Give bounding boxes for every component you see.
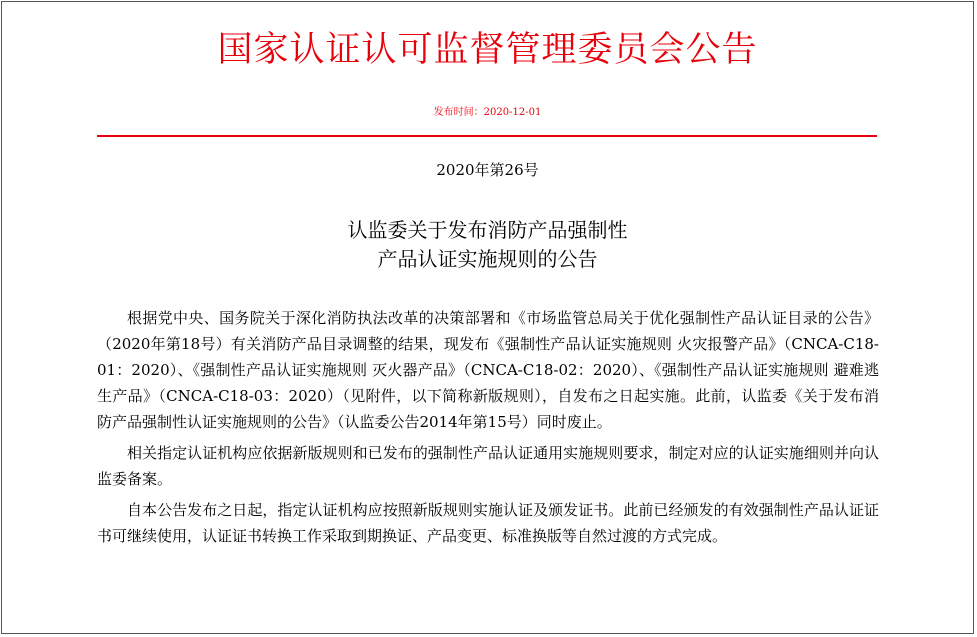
body-paragraph-3: 自本公告发布之日起，指定认证机构应按照新版规则实施认证及颁发证书。此前已经颁发的有效强制性产品认证证书可继续使用，认证证书转换工作采取到期换证、产品变更、标准换版等自然过渡的方式完成。	[97, 501, 879, 545]
document-title-line-1: 认监委关于发布消防产品强制性	[347, 218, 628, 242]
announcement-masthead: 国家认证认可监督管理委员会公告	[217, 30, 758, 70]
publish-date-value: 2020-12-01	[483, 107, 542, 118]
publish-date-label: 发布时间：	[433, 107, 484, 118]
document-title-line-2: 产品认证实施规则的公告	[377, 247, 598, 271]
document-body	[97, 305, 879, 554]
document-number: 2020年第26号	[436, 161, 539, 179]
red-divider	[97, 135, 877, 137]
publish-info	[2, 106, 973, 120]
document-title	[2, 216, 973, 274]
announcement-page	[1, 1, 974, 634]
body-paragraph-2: 相关指定认证机构应依据新版规则和已发布的强制性产品认证通用实施规则要求，制定对应的认证实施细则并向认监委备案。	[97, 444, 879, 488]
body-paragraph-1: 根据党中央、国务院关于深化消防执法改革的决策部署和《市场监管总局关于优化强制性产品认证目录的公告》（2020年第18号）有关消防产品目录调整的结果，现发布《强制性产品认证实施规则 火灾报警产品》（CNCA-C18-01：2020）、《强制性产品认证实施规则 灭火器产品》（CNCA-C18-02：2020）、《强制性产品认证实施规则 避难逃生产品》（CNCA-C18-03：2020）（见附件，以下简称新版规则），自发布之日起实施。此前，认监委《关于发布消防产品强制性认证实施规则的公告》（认监委公告2014年第15号）同时废止。	[97, 309, 879, 431]
